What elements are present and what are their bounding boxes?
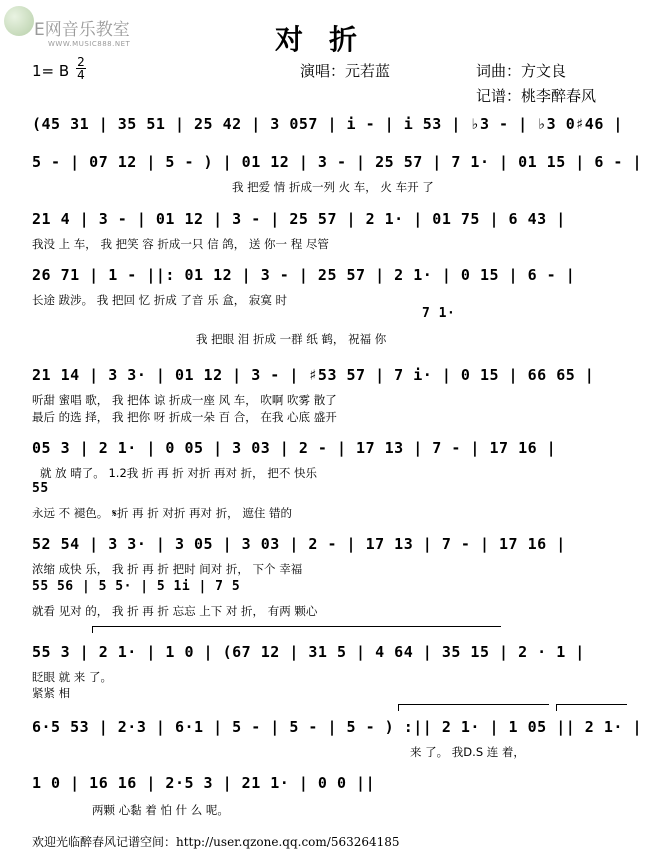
volta-bracket (92, 626, 501, 633)
notation-row-1: (45 31 | 35 51 | 25 42 | 3 057 | i - | i 53 | ♭3 - | ♭3 0♯46 | (32, 115, 623, 133)
logo-url: WWW.MUSIC888.NET (48, 40, 131, 48)
time-top: 2 (77, 55, 85, 69)
lyric-line: 长途 跋涉。 我 把回 忆 折成 了音 乐 盒， 寂寞 时 (32, 293, 288, 307)
lyric-line: 永远 不 褪色。 𝄋折 再 折 对折 再对 折， 遮住 错的 (32, 506, 292, 520)
lyric-line: 我 把眼 泪 折成 一群 纸 鹤， 祝福 你 (196, 332, 387, 346)
lyric-line: 我没 上 车， 我 把笑 容 折成一只 信 鸽， 送 你一 程 尽管 (32, 237, 329, 251)
lyric-line: 就看 见对 的， 我 折 再 折 忘忘 上下 对 折， 有两 颗心 (32, 604, 318, 618)
time-signature (76, 56, 86, 81)
volta-bracket-2 (398, 704, 549, 711)
lyric-line: 浓缩 成快 乐， 我 折 再 折 把时 间对 折， 下个 幸福 (32, 562, 303, 576)
lyric-line: 紧紧 相 (32, 686, 71, 700)
lyric-line: 听甜 蜜唱 歌， 我 把体 谅 折成一座 风 车， 吹啊 吹雾 散了 (32, 393, 337, 407)
song-title: 对折 (274, 23, 383, 56)
logo-name: E网音乐教室 (34, 20, 130, 40)
time-bottom: 4 (77, 68, 85, 82)
notation-row-9: 6·5 53 | 2·3 | 6·1 | 5 - | 5 - | 5 - ) :|| 2 1· | 1 05 || 2 1· | (32, 718, 642, 736)
volta-bracket-3 (556, 704, 627, 711)
singer-credit: 演唱：元若蓝 (300, 62, 391, 80)
lyric-line: 眨眼 就 来 了。 (32, 670, 112, 684)
notation-row-8: 55 3 | 2 1· | 1 0 | (67 12 | 31 5 | 4 64 | 35 15 | 2 · 1 | (32, 643, 585, 661)
notation-row-3: 21 4 | 3 - | 01 12 | 3 - | 25 57 | 2 1· | 01 75 | 6 43 | (32, 210, 566, 228)
notation-row-5: 21 14 | 3 3· | 01 12 | 3 - | ♯53 57 | 7 i· | 0 15 | 66 65 | (32, 366, 595, 384)
notation-row-6: 05 3 | 2 1· | 0 05 | 3 03 | 2 - | 17 13 | 7 - | 17 16 | (32, 439, 557, 457)
notation-row-4: 26 71 | 1 - ||: 01 12 | 3 - | 25 57 | 2 1· | 0 15 | 6 - | (32, 266, 576, 284)
key-signature: 1= B (32, 62, 70, 80)
alt-notes: 7 1· (422, 306, 456, 321)
notation-row-10: 1 0 | 16 16 | 2·5 3 | 21 1· | 0 0 || (32, 774, 376, 792)
lyric-line: 来 了。 我D.S 连 着， (410, 745, 525, 759)
lyric-line: 最后 的选 择， 我 把你 呀 折成一朵 百 合， 在我 心底 盛开 (32, 410, 337, 424)
lyric-line: 就 放 晴了。 1.2我 折 再 折 对折 再对 折， 把不 快乐 (40, 466, 317, 480)
notation-row-2: 5 - | 07 12 | 5 - ) | 01 12 | 3 - | 25 57 | 7 1· | 01 15 | 6 - | (32, 153, 642, 171)
composer-credit: 词曲：方文良 (476, 62, 567, 80)
alt-notes: 55 (32, 481, 49, 496)
notation-row-7: 52 54 | 3 3· | 3 05 | 3 03 | 2 - | 17 13 | 7 - | 17 16 | (32, 535, 566, 553)
footer-credit: 欢迎光临醉春风记谱空间：http://user.qzone.qq.com/563264185 (32, 835, 400, 849)
lyric-line: 两颗 心黏 着 怕 什 么 呢。 (92, 803, 229, 817)
lyric-line: 我 把爱 情 折成一列 火 车， 火 车开 了 (232, 180, 434, 194)
transcriber-credit: 记谱：桃李醉春风 (476, 87, 597, 105)
alt-notes: 55 56 | 5 5· | 5 1i | 7 5 (32, 579, 241, 594)
